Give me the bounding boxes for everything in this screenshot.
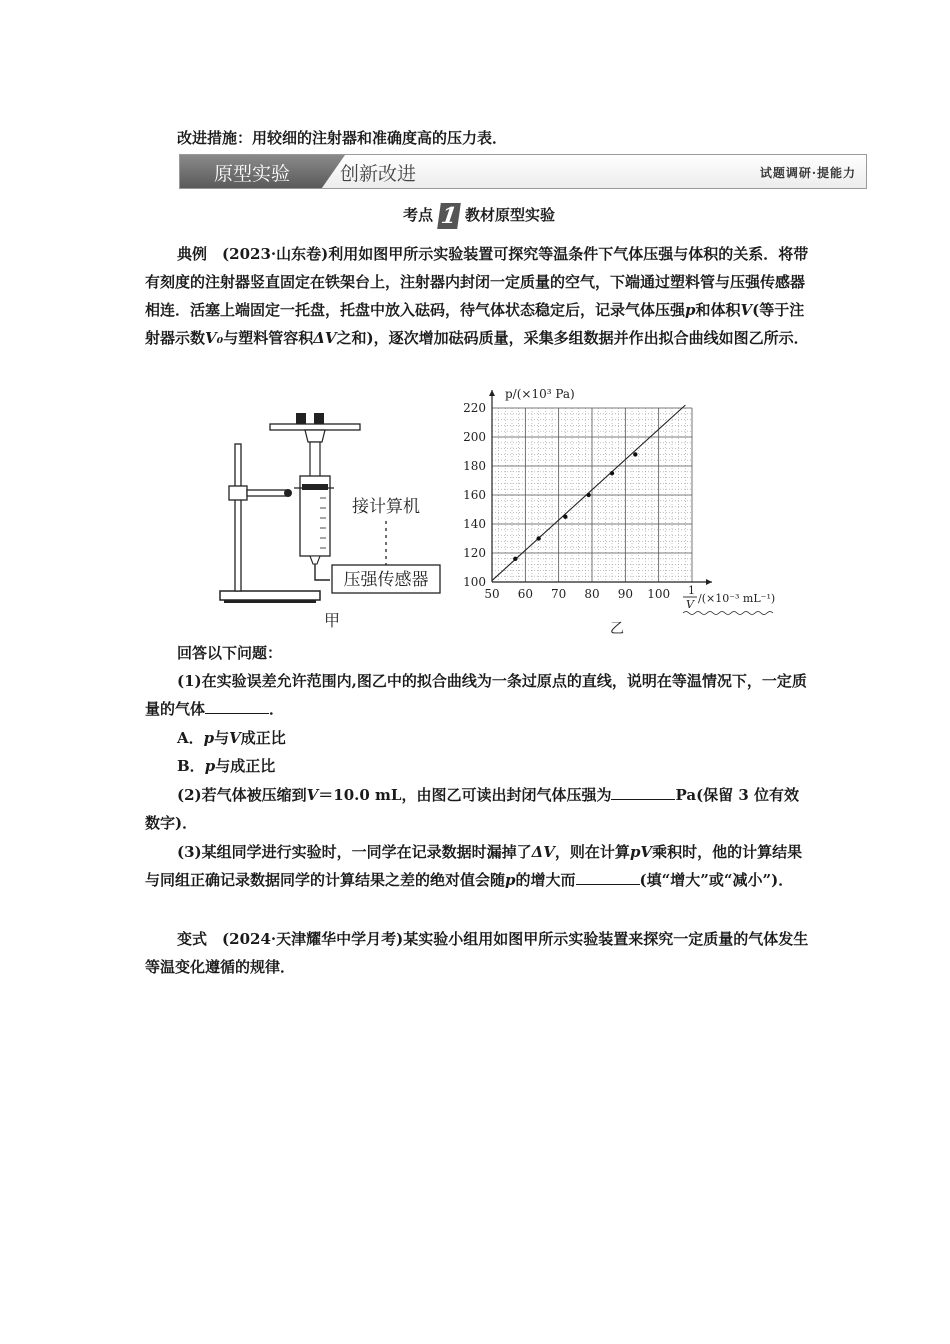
x-tick-label: 50 (484, 587, 500, 601)
question-3 (145, 838, 810, 894)
y-tick-label: 160 (463, 488, 486, 502)
section-banner (179, 154, 867, 189)
q3-text-e: (填“增大”或“减小”)． (639, 871, 794, 889)
improvement-line: 改进措施：用较细的注射器和准确度高的压力表． (177, 129, 508, 147)
q2-text-b: ，由图乙可读出封闭气体压强为 (401, 786, 612, 804)
answer-blank-2[interactable] (611, 783, 675, 800)
example-source: (2023·山东卷) (222, 245, 329, 263)
section-prefix: 考点 (403, 206, 434, 224)
q3-text-c: 乘积时，他的计算结果与同组正确记录数据同学的计算结果之差的绝对值会随 (145, 843, 803, 889)
example-paragraph (145, 240, 810, 352)
sensor-label: 压强传感器 (343, 570, 429, 590)
y-tick-label: 140 (463, 517, 486, 531)
example-text-mid1: 和体积 (695, 301, 741, 319)
piston (302, 484, 328, 490)
y-tick-label: 180 (463, 459, 486, 473)
x-tick-label: 60 (517, 587, 533, 601)
x-axis-label-denominator: V (686, 598, 694, 611)
stand-base (220, 591, 320, 600)
option-a-V: V (229, 729, 241, 747)
data-point (513, 557, 517, 561)
y-axis-label: p/(×10³ Pa) (505, 387, 575, 401)
apparatus-figure (210, 408, 450, 633)
x-tick-label: 100 (647, 587, 671, 601)
x-axis-arrow (706, 579, 712, 585)
q3-text-b: ，则在计算 (554, 843, 630, 861)
pv-chart (455, 383, 785, 638)
x-tick-label: 90 (617, 587, 633, 601)
banner-right-label: 创新改进 (340, 163, 417, 185)
weight-2 (314, 413, 324, 424)
clamp-boss (229, 486, 247, 500)
data-point (586, 493, 590, 497)
y-tick-label: 200 (463, 430, 486, 444)
q3-deltaV: ΔV (531, 843, 555, 861)
clamp-arm (247, 490, 287, 496)
computer-label: 接计算机 (352, 497, 420, 517)
data-point (536, 536, 540, 540)
plastic-tube (315, 564, 330, 580)
var-p: p (685, 301, 696, 319)
q3-pV: pV (629, 843, 653, 861)
answer-blank-3[interactable] (576, 868, 640, 885)
section-number-badge: 1 (437, 203, 461, 229)
example-text-mid3: 与塑料管容积 (223, 329, 314, 347)
section-heading (403, 201, 555, 229)
q1-option-b (177, 752, 842, 780)
y-tick-label: 100 (463, 575, 486, 589)
question-1 (145, 667, 810, 723)
data-point (563, 515, 567, 519)
variant-text: 某实验小组用如图甲所示实验装置来探究一定质量的气体发生等温变化遵循的规律． (145, 930, 809, 976)
data-point (610, 471, 614, 475)
example-text-end: 之和)，逐次增加砝码质量，采集多组数据并作出拟合曲线如图乙所示． (336, 329, 809, 347)
x-tick-label: 70 (551, 587, 567, 601)
var-V0: V₀ (205, 329, 224, 347)
y-axis-arrow (489, 390, 495, 396)
option-a-p: p (203, 729, 215, 747)
option-a-label: A． (177, 729, 204, 747)
question-2 (145, 781, 810, 837)
y-tick-label: 220 (463, 401, 486, 415)
syringe-nozzle (310, 556, 320, 564)
variant-paragraph (145, 925, 810, 981)
y-tick-label: 120 (463, 546, 486, 560)
q1-text: (1)在实验误差允许范围内,图乙中的拟合曲线为一条过原点的直线，说明在等温情况下，一定质量的气体 (145, 672, 807, 718)
x-tick-label: 80 (584, 587, 600, 601)
example-text-mid2: (等于注射器示数 (145, 301, 805, 347)
q1-end: ． (269, 700, 285, 718)
banner-tag: 试题调研·提能力 (759, 166, 856, 180)
option-b-p: p (204, 757, 216, 775)
data-point (633, 452, 637, 456)
q2-text-c: Pa(保留 3 位有效数字)． (145, 786, 800, 832)
variant-source: (2024·天津耀华中学月考) (222, 930, 404, 948)
answer-blank-1[interactable] (205, 697, 269, 714)
banner-left-label: 原型实验 (214, 163, 291, 185)
section-title: 教材原型实验 (465, 206, 556, 224)
fig-jia-caption: 甲 (323, 611, 341, 630)
clamp-knob (284, 489, 292, 497)
chart-grid (492, 408, 692, 582)
weight-1 (296, 413, 306, 424)
x-axis-label-wavy-underline (683, 612, 773, 615)
stand-base-foot (224, 600, 316, 603)
tray (270, 424, 360, 430)
option-a-end: 成正比 (240, 729, 286, 747)
var-V: V (740, 301, 753, 319)
q2-value: ＝10.0 mL (318, 786, 402, 804)
q3-p: p (505, 871, 516, 889)
x-axis-label-unit: /(×10⁻³ mL⁻¹) (698, 592, 776, 605)
fig-yi-caption: 乙 (610, 621, 624, 637)
example-label: 典例 (177, 245, 208, 263)
var-deltaV: ΔV (313, 329, 337, 347)
q1-option-a (177, 724, 842, 752)
q3-text-d: 的增大而 (515, 871, 576, 889)
option-b-end: 与成正比 (215, 757, 276, 775)
example-text: 利用如图甲所示实验装置可探究等温条件下气体压强与体积的关系．将带有刻度的注射器竖直固定在铁架台上，注射器内封闭一定质量的空气，下端通过塑料管与压强传感器相连．活塞上端固定一托盘，托盘中放入砝码，待气体状态稳定后，记录气体压强 (145, 245, 809, 319)
variant-label: 变式 (177, 930, 208, 948)
q2-V: V (306, 786, 319, 804)
answer-intro: 回答以下问题： (177, 644, 283, 662)
tray-stem (305, 430, 325, 442)
q3-text-a: (3)某组同学进行实验时，一同学在记录数据时漏掉了 (177, 843, 532, 861)
option-a-mid: 与 (214, 729, 230, 747)
x-axis-label-numerator: 1 (688, 584, 695, 597)
q2-text-a: (2)若气体被压缩到 (177, 786, 307, 804)
stand-rod (235, 444, 241, 591)
option-b-label: B． (177, 757, 205, 775)
